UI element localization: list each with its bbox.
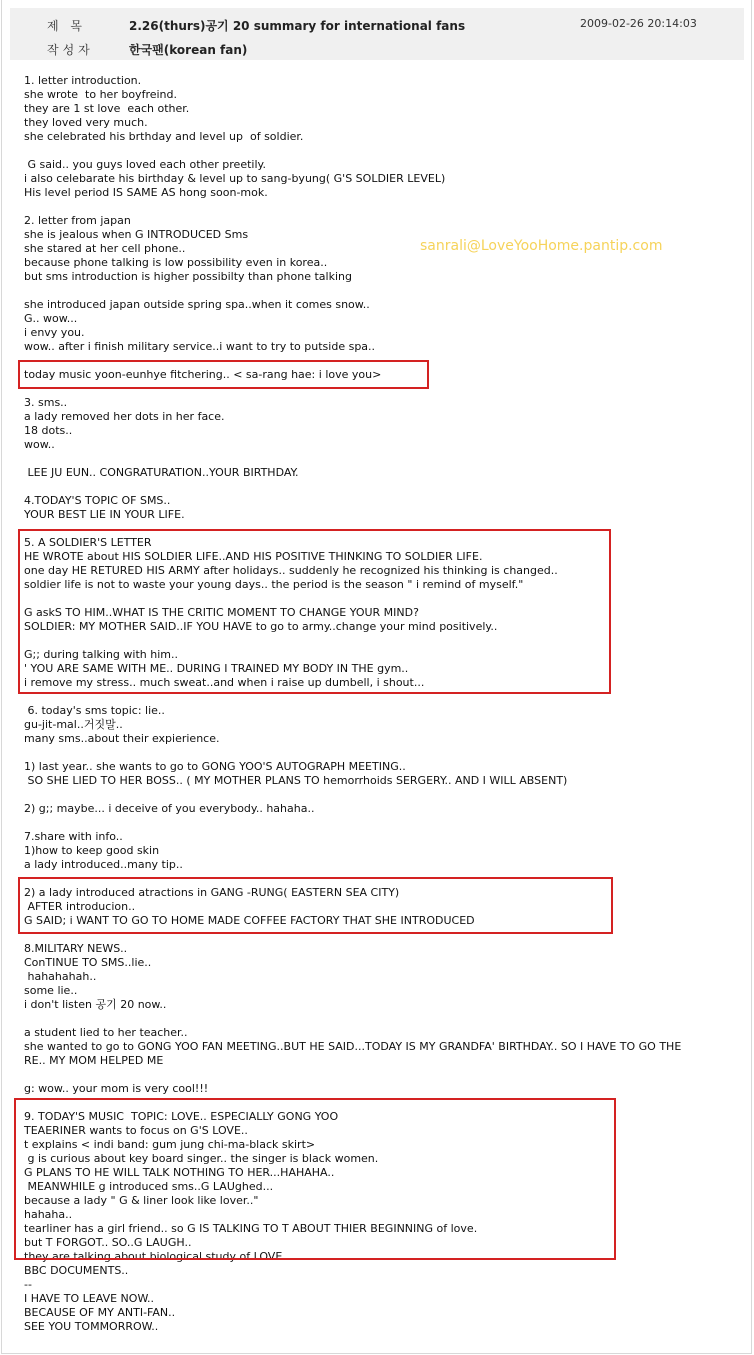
- body-line: she introduced japan outside spring spa..when it comes snow..: [24, 298, 370, 311]
- body-line: --: [24, 1278, 32, 1291]
- body-line: 6. today's sms topic: lie..: [24, 704, 165, 717]
- body-line: [24, 816, 748, 830]
- body-line: tearliner has a girl friend.. so G IS TALKING TO T ABOUT THIER BEGINNING of love.: [24, 1222, 478, 1235]
- body-line: BBC DOCUMENTS..: [24, 1264, 129, 1277]
- body-line: i don't listen 공기 20 now..: [24, 998, 167, 1011]
- body-line: BECAUSE OF MY ANTI-FAN..: [24, 1306, 176, 1319]
- post-date: 2009-02-26 20:14:03: [580, 17, 697, 30]
- author-row: [10, 34, 744, 60]
- body-line: a lady removed her dots in her face.: [24, 410, 225, 423]
- body-line: 9. TODAY'S MUSIC TOPIC: LOVE.. ESPECIALLY GONG YOO: [24, 1110, 339, 1123]
- body-line: G;; during talking with him..: [24, 648, 178, 661]
- body-line: she celebrated his brthday and level up of soldier.: [24, 130, 304, 143]
- highlight-box-soldier-letter: [18, 529, 611, 694]
- body-line: ConTINUE TO SMS..lie..: [24, 956, 152, 969]
- subject-row: [10, 10, 744, 36]
- highlight-box-love-topic: [14, 1098, 616, 1260]
- body-line: SEE YOU TOMMORROW..: [24, 1320, 159, 1333]
- body-line: a student lied to her teacher..: [24, 1026, 188, 1039]
- body-line: 18 dots..: [24, 424, 73, 437]
- body-line: G said.. you guys loved each other preetily.: [24, 158, 266, 171]
- post-header: [10, 8, 744, 60]
- body-line: AFTER introducion..: [24, 900, 136, 913]
- body-line: 1. letter introduction.: [24, 74, 142, 87]
- body-line: today music yoon-eunhye fitchering.. < sa-rang hae: i love you>: [24, 368, 382, 381]
- body-line: g: wow.. your mom is very cool!!!: [24, 1082, 209, 1095]
- body-line: G SAID; i WANT TO GO TO HOME MADE COFFEE FACTORY THAT SHE INTRODUCED: [24, 914, 475, 927]
- body-line: hahaha..: [24, 1208, 73, 1221]
- body-line: they are talking about biological study of LOVE..: [24, 1250, 290, 1263]
- body-line: SO SHE LIED TO HER BOSS.. ( MY MOTHER PLANS TO hemorrhoids SERGERY.. AND I WILL ABSENT): [24, 774, 568, 787]
- body-line: g is curious about key board singer.. the singer is black women.: [24, 1152, 379, 1165]
- body-line: because phone talking is low possibility even in korea..: [24, 256, 328, 269]
- body-line: [24, 1068, 748, 1082]
- body-line: 2) g;; maybe... i deceive of you everybody.. hahaha..: [24, 802, 315, 815]
- body-line: many sms..about their expierience.: [24, 732, 220, 745]
- body-line: G.. wow...: [24, 312, 78, 325]
- body-line: [24, 788, 748, 802]
- body-line: hahahahah..: [24, 970, 97, 983]
- body-line: 1)how to keep good skin: [24, 844, 160, 857]
- body-line: 8.MILITARY NEWS..: [24, 942, 128, 955]
- body-line: RE.. MY MOM HELPED ME: [24, 1054, 164, 1067]
- body-line: she is jealous when G INTRODUCED Sms: [24, 228, 249, 241]
- body-line: 2) a lady introduced atractions in GANG -RUNG( EASTERN SEA CITY): [24, 886, 400, 899]
- body-line: i envy you.: [24, 326, 85, 339]
- body-line: one day HE RETURED HIS ARMY after holidays.. suddenly he recognized his thinking is changed..: [24, 564, 558, 577]
- body-line: [24, 480, 748, 494]
- highlight-box-music: [18, 360, 429, 389]
- body-line: she wrote to her boyfreind.: [24, 88, 177, 101]
- body-line: MEANWHILE g introduced sms..G LAUghed...: [24, 1180, 274, 1193]
- body-line: [24, 200, 748, 214]
- body-line: but T FORGOT.. SO..G LAUGH..: [24, 1236, 192, 1249]
- body-line: a lady introduced..many tip..: [24, 858, 183, 871]
- body-line: LEE JU EUN.. CONGRATURATION..YOUR BIRTHDAY.: [24, 466, 299, 479]
- body-line: TEAERINER wants to focus on G'S LOVE..: [24, 1124, 248, 1137]
- body-line: gu-jit-mal..거짓말..: [24, 718, 123, 731]
- body-line: I HAVE TO LEAVE NOW..: [24, 1292, 155, 1305]
- body-line: 3. sms..: [24, 396, 68, 409]
- body-line: G PLANS TO HE WILL TALK NOTHING TO HER...HAHAHA..: [24, 1166, 335, 1179]
- body-line: 4.TODAY'S TOPIC OF SMS..: [24, 494, 171, 507]
- post-title: 2.26(thurs)공기 20 summary for international fans: [129, 19, 466, 33]
- body-line: but sms introduction is higher possibilty than phone talking: [24, 270, 352, 283]
- author-label: 작성자: [47, 43, 94, 57]
- body-line: wow.. after i finish military service..i want to try to putside spa..: [24, 340, 376, 353]
- body-line: [24, 746, 748, 760]
- body-line: SOLDIER: MY MOTHER SAID..IF YOU HAVE to go to army..change your mind positively..: [24, 620, 498, 633]
- body-line: 5. A SOLDIER'S LETTER: [24, 536, 152, 549]
- body-line: i also celebarate his birthday & level up to sang-byung( G'S SOLDIER LEVEL): [24, 172, 446, 185]
- body-line: His level period IS SAME AS hong soon-mok.: [24, 186, 268, 199]
- watermark: sanrali@LoveYooHome.pantip.com: [420, 238, 663, 254]
- body-line: YOUR BEST LIE IN YOUR LIFE.: [24, 508, 185, 521]
- body-line: [24, 144, 748, 158]
- body-line: G askS TO HIM..WHAT IS THE CRITIC MOMENT TO CHANGE YOUR MIND?: [24, 606, 419, 619]
- body-line: they are 1 st love each other.: [24, 102, 190, 115]
- body-line: wow..: [24, 438, 55, 451]
- body-line: some lie..: [24, 984, 78, 997]
- body-line: t explains < indi band: gum jung chi-ma-black skirt>: [24, 1138, 316, 1151]
- body-line: HE WROTE about HIS SOLDIER LIFE..AND HIS POSITIVE THINKING TO SOLDIER LIFE.: [24, 550, 483, 563]
- body-line: soldier life is not to waste your young days.. the period is the season " i remind of myself.": [24, 578, 524, 591]
- body-line: she stared at her cell phone..: [24, 242, 186, 255]
- body-line: ' YOU ARE SAME WITH ME.. DURING I TRAINED MY BODY IN THE gym..: [24, 662, 409, 675]
- body-line: [24, 1012, 748, 1026]
- body-line: [24, 452, 748, 466]
- body-line: 1) last year.. she wants to go to GONG YOO'S AUTOGRAPH MEETING..: [24, 760, 406, 773]
- body-line: 2. letter from japan: [24, 214, 131, 227]
- body-line: because a lady " G & liner look like lover..": [24, 1194, 259, 1207]
- body-line: [24, 284, 748, 298]
- highlight-box-attractions: [18, 877, 613, 934]
- post-author: 한국팬(korean fan): [129, 43, 248, 57]
- subject-label: 제 목: [47, 19, 86, 33]
- body-line: i remove my stress.. much sweat..and when i raise up dumbell, i shout...: [24, 676, 425, 689]
- body-line: 7.share with info..: [24, 830, 123, 843]
- body-line: they loved very much.: [24, 116, 148, 129]
- body-line: she wanted to go to GONG YOO FAN MEETING..BUT HE SAID...TODAY IS MY GRANDFA' BIRTHDAY.. SO I HAVE TO GO THE: [24, 1040, 682, 1053]
